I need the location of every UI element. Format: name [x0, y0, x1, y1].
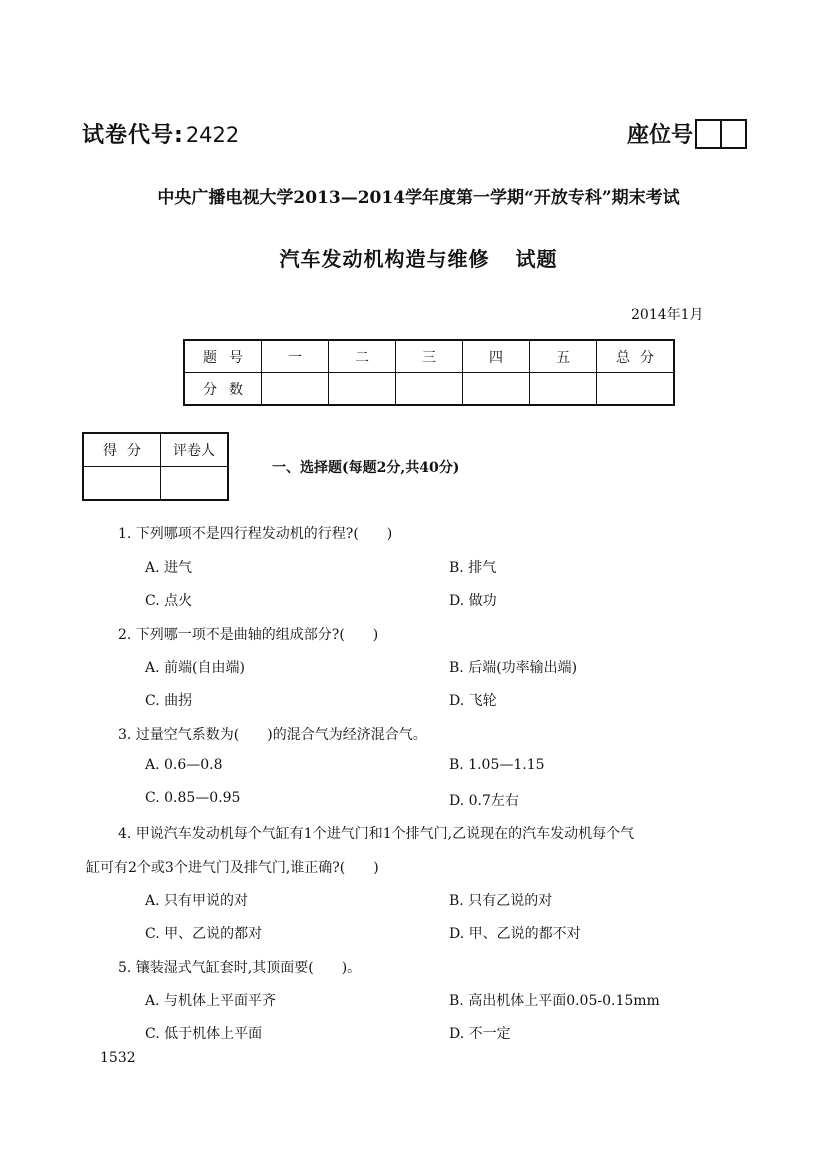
question-4-option-d[interactable]: D. 甲、乙说的都不对: [449, 926, 581, 942]
score-label: 分数: [184, 373, 262, 406]
grader-cell[interactable]: [161, 467, 229, 501]
question-1-option-c[interactable]: C. 点火: [145, 593, 193, 609]
question-2-option-d[interactable]: D. 飞轮: [449, 693, 497, 709]
score-cell[interactable]: [83, 467, 161, 501]
question-1-option-a[interactable]: A. 进气: [145, 560, 193, 576]
question-5-option-a[interactable]: A. 与机体上平面平齐: [145, 993, 277, 1009]
question-3-option-d[interactable]: D. 0.7左右: [449, 793, 519, 809]
score-cell[interactable]: [530, 373, 597, 406]
score-table-score-row: [184, 373, 674, 406]
question-1-option-d[interactable]: D. 做功: [449, 593, 497, 609]
question-3-option-a[interactable]: A. 0.6—0.8: [145, 757, 223, 773]
grader-label: 评卷人: [161, 433, 229, 467]
question-4: 4. 甲说汽车发动机每个气缸有1个进气门和1个排气门,乙说现在的汽车发动机每个气: [118, 826, 635, 842]
paper-code-label: 试卷代号:: [82, 123, 184, 148]
seat-number-cell[interactable]: [697, 121, 720, 147]
exam-header-line: 中央广播电视大学2013—2014学年度第一学期“开放专科”期末考试: [157, 188, 680, 208]
question-2-option-b[interactable]: B. 后端(功率输出端): [449, 660, 578, 676]
exam-date: 2014年1月: [631, 307, 704, 323]
score-cell[interactable]: [597, 373, 675, 406]
seat-number-label: 座位号: [627, 123, 694, 148]
course-name: 汽车发动机构造与维修: [279, 247, 490, 271]
question-3-option-b[interactable]: B. 1.05—1.15: [449, 757, 545, 773]
grader-table-header-row: [83, 433, 228, 467]
seat-number-cell[interactable]: [720, 121, 745, 147]
seat-number-box[interactable]: [695, 119, 747, 149]
score-cell[interactable]: [463, 373, 530, 406]
question-1: 1. 下列哪项不是四行程发动机的行程?( ): [118, 526, 393, 542]
grader-table-entry-row: [83, 467, 228, 501]
question-2: 2. 下列哪一项不是曲轴的组成部分?( ): [118, 627, 379, 643]
section-heading: 一、选择题(每题2分,共40分): [272, 460, 460, 476]
score-table: [183, 339, 675, 406]
column-total: 总分: [597, 340, 675, 373]
question-3-option-c[interactable]: C. 0.85—0.95: [145, 790, 241, 806]
page-number: 1532: [100, 1050, 136, 1066]
paper-code: [82, 118, 239, 149]
column-5: 五: [530, 340, 597, 373]
question-4-option-b[interactable]: B. 只有乙说的对: [449, 893, 553, 909]
paper-code-value: 2422: [185, 123, 240, 147]
exam-title: [0, 243, 837, 272]
question-1-option-b[interactable]: B. 排气: [449, 560, 497, 576]
question-4-continuation: 缸可有2个或3个进气门及排气门,谁正确?( ): [86, 860, 379, 876]
question-5: 5. 镶装湿式气缸套时,其顶面要( )。: [118, 960, 362, 976]
column-1: 一: [262, 340, 329, 373]
score-cell[interactable]: [396, 373, 463, 406]
grader-table: [82, 432, 229, 501]
question-number-label: 题号: [184, 340, 262, 373]
question-4-option-c[interactable]: C. 甲、乙说的都对: [145, 926, 263, 942]
score-table-header-row: [184, 340, 674, 373]
question-4-option-a[interactable]: A. 只有甲说的对: [145, 893, 249, 909]
question-5-option-c[interactable]: C. 低于机体上平面: [145, 1026, 263, 1042]
score-cell[interactable]: [262, 373, 329, 406]
column-3: 三: [396, 340, 463, 373]
question-5-option-d[interactable]: D. 不一定: [449, 1026, 511, 1042]
question-5-option-b[interactable]: B. 高出机体上平面0.05-0.15mm: [449, 993, 660, 1009]
question-3: 3. 过量空气系数为( )的混合气为经济混合气。: [118, 727, 427, 743]
title-suffix: 试题: [515, 247, 558, 271]
question-2-option-a[interactable]: A. 前端(自由端): [145, 660, 245, 676]
question-2-option-c[interactable]: C. 曲拐: [145, 693, 193, 709]
column-2: 二: [329, 340, 396, 373]
score-label: 得分: [83, 433, 161, 467]
column-4: 四: [463, 340, 530, 373]
score-cell[interactable]: [329, 373, 396, 406]
seat-number: [627, 118, 747, 149]
